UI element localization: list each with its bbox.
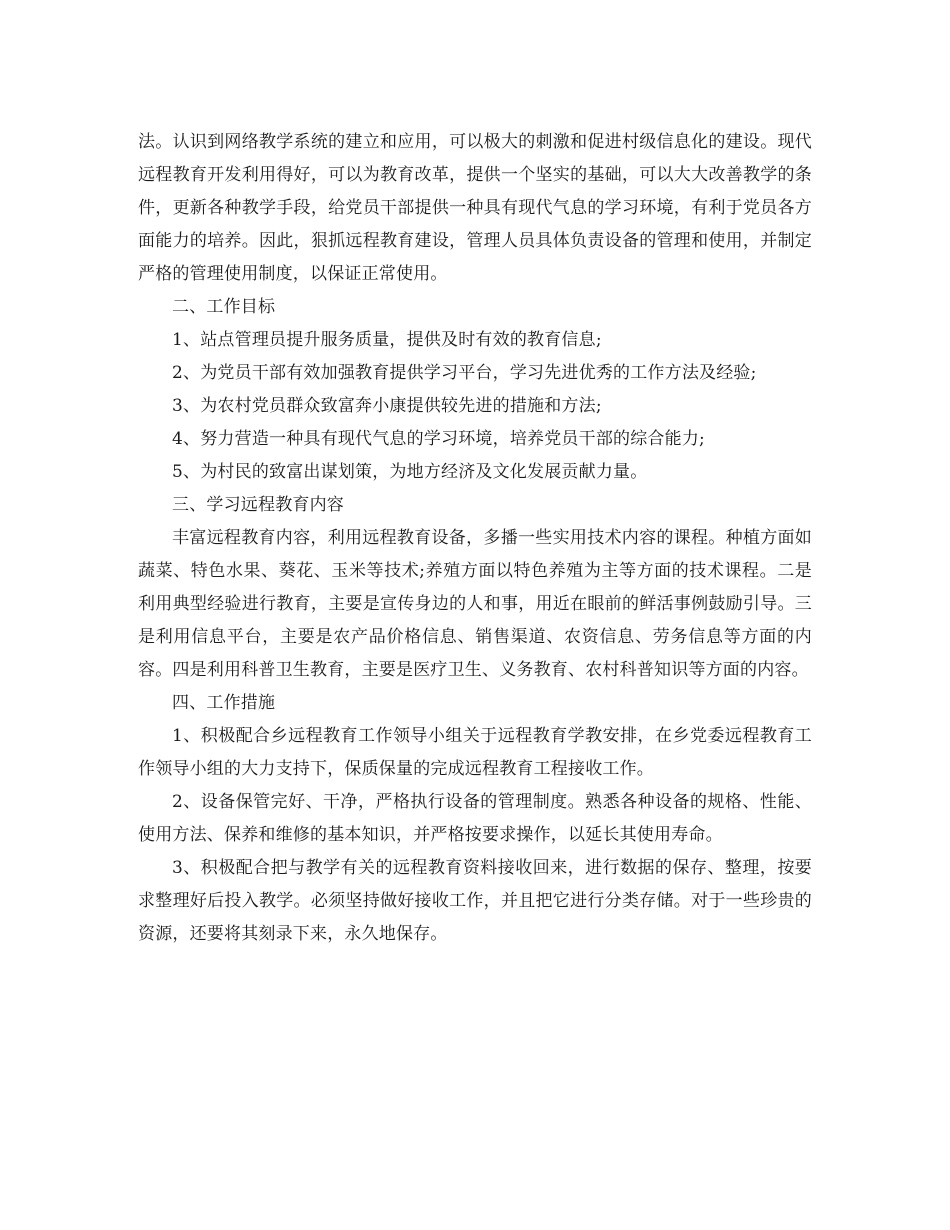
measure-item-3: 3、积极配合把与教学有关的远程教育资料接收回来，进行数据的保存、整理，按要求整理好后投入教学。必须坚持做好接收工作，并且把它进行分类存储。对于一些珍贵的资源，还要将其刻录下来，永久地保存。 [138, 858, 812, 944]
goal-item-4: 4、努力营造一种具有现代气息的学习环境，培养党员干部的综合能力; [172, 429, 705, 449]
learning-content-paragraph: 丰富远程教育内容，利用远程教育设备，多播一些实用技术内容的课程。种植方面如蔬菜、特色水果、葵花、玉米等技术;养殖方面以特色养殖为主等方面的技术课程。二是利用典型经验进行教育，主要是宣传身边的人和事，用近在眼前的鲜活事例鼓励引导。三是利用信息平台，主要是农产品价格信息、销售渠道、农资信息、劳务信息等方面的内容。四是利用科普卫生教育，主要是医疗卫生、义务教育、农村科普知识等方面的内容。 [138, 528, 812, 680]
goal-item-2: 2、为党员干部有效加强教育提供学习平台，学习先进优秀的工作方法及经验; [172, 363, 757, 383]
measure-item-2: 2、设备保管完好、干净，严格执行设备的管理制度。熟悉各种设备的规格、性能、使用方法、保养和维修的基本知识，并严格按要求操作，以延长其使用寿命。 [138, 792, 812, 845]
intro-continuation-paragraph: 法。认识到网络教学系统的建立和应用，可以极大的刺激和促进村级信息化的建设。现代远程教育开发利用得好，可以为教育改革，提供一个坚实的基础，可以大大改善教学的条件，更新各种教学手段，给党员干部提供一种具有现代气息的学习环境，有利于党员各方面能力的培养。因此，狠抓远程教育建设，管理人员具体负责设备的管理和使用，并制定严格的管理使用制度，以保证正常使用。 [138, 132, 812, 284]
document-page [138, 126, 812, 951]
goal-item-5: 5、为村民的致富出谋划策，为地方经济及文化发展贡献力量。 [172, 462, 648, 482]
goal-item-3: 3、为农村党员群众致富奔小康提供较先进的措施和方法; [172, 396, 602, 416]
section-heading-work-measures: 四、工作措施 [172, 693, 276, 713]
section-heading-work-goals: 二、工作目标 [172, 297, 276, 317]
section-heading-learning-content: 三、学习远程教育内容 [172, 495, 344, 515]
measure-item-1: 1、积极配合乡远程教育工作领导小组关于远程教育学教安排，在乡党委远程教育工作领导小组的大力支持下，保质保量的完成远程教育工程接收工作。 [138, 726, 812, 779]
goal-item-1: 1、站点管理员提升服务质量，提供及时有效的教育信息; [172, 330, 602, 350]
